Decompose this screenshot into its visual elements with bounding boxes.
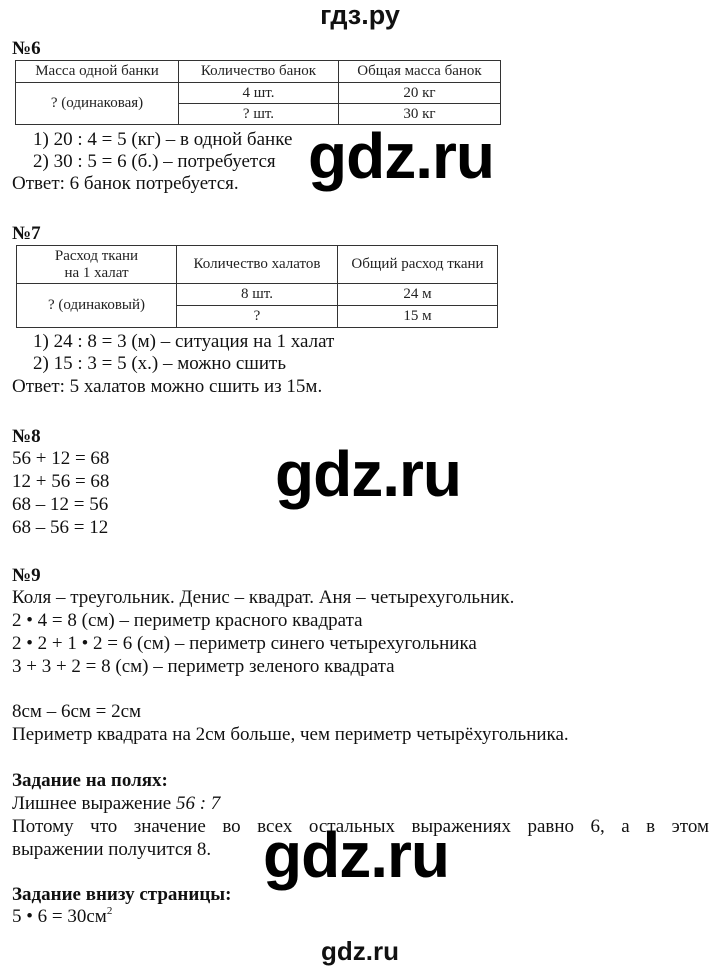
task-7-table: [16, 245, 498, 328]
table-cell: 15 м: [338, 306, 498, 328]
margin-task-prefix: Лишнее выражение: [12, 793, 176, 814]
table-cell: 4 шт.: [179, 83, 339, 104]
task-7-step-1: 1) 24 : 8 = 3 (м) – ситуация на 1 халат: [33, 331, 335, 352]
task-8-equation: 68 – 12 = 56: [12, 494, 109, 515]
header-line: на 1 халат: [64, 264, 129, 281]
task-7-number: №7: [12, 223, 41, 244]
table-header-cell: Общий расход ткани: [338, 246, 498, 284]
margin-task-expression: 56 : 7: [175, 793, 221, 814]
watermark: gdz.ru: [308, 120, 494, 192]
margin-task-answer: [12, 793, 220, 815]
table-cell: ? шт.: [179, 104, 339, 125]
task-9-line: 3 + 3 + 2 = 8 (см) – периметр зеленого квадрата: [12, 656, 395, 677]
footer-site-mark: gdz.ru: [321, 936, 399, 966]
table-header-cell: Общая масса банок: [339, 61, 501, 83]
task-9-line: Коля – треугольник. Денис – квадрат. Аня – четырехугольник.: [12, 587, 515, 608]
table-header-cell: [17, 246, 177, 284]
table-cell: 8 шт.: [177, 284, 338, 306]
margin-task-explanation-line-2: выражении получится 8.: [12, 839, 212, 860]
header-line: Расход ткани: [54, 247, 139, 264]
table-header-row: [17, 246, 498, 284]
task-9-line: 2 • 2 + 1 • 2 = 6 (см) – периметр синего четырехугольника: [12, 633, 477, 654]
table-header-cell: Масса одной банки: [16, 61, 179, 83]
task-6-number: №6: [12, 38, 41, 59]
watermark: gdz.ru: [275, 438, 461, 510]
bottom-task-equation: [12, 906, 112, 928]
task-8-equation: 68 – 56 = 12: [12, 517, 109, 538]
table-cell: 24 м: [338, 284, 498, 306]
task-8-number: №8: [12, 426, 41, 447]
watermark: gdz.ru: [263, 819, 449, 891]
table-cell: ?: [177, 306, 338, 328]
task-9-number: №9: [12, 565, 41, 586]
bottom-task-title: Задание внизу страницы:: [12, 884, 232, 905]
margin-task-title: Задание на полях:: [12, 770, 168, 791]
table-cell: 20 кг: [339, 83, 501, 104]
task-7-step-2: 2) 15 : 3 = 5 (х.) – можно сшить: [33, 353, 287, 374]
table-cell-merged: ? (одинаковая): [16, 83, 179, 125]
table-cell-merged: ? (одинаковый): [17, 284, 177, 328]
bottom-task-equation-text: 5 • 6 = 30см: [12, 906, 107, 927]
task-6-table: [15, 60, 501, 125]
task-9-line: 2 • 4 = 8 (см) – периметр красного квадрата: [12, 610, 363, 631]
table-row: [17, 284, 498, 306]
table-header-cell: Количество халатов: [177, 246, 338, 284]
site-title: гдз.ру: [320, 0, 400, 30]
task-8-equation: 56 + 12 = 68: [12, 448, 110, 469]
table-header-cell: Количество банок: [179, 61, 339, 83]
superscript: 2: [106, 905, 113, 917]
task-9-difference: 8см – 6см = 2см: [12, 701, 142, 722]
task-9-conclusion: Периметр квадрата на 2см больше, чем периметр четырёхугольника.: [12, 724, 569, 745]
margin-task-explanation-line-1: Потому что значение во всех остальных выражениях равно 6, а в этом: [12, 816, 709, 837]
task-6-step-1: 1) 20 : 4 = 5 (кг) – в одной банке: [33, 129, 293, 150]
task-6-step-2: 2) 30 : 5 = 6 (б.) – потребуется: [33, 151, 276, 172]
task-7-answer: Ответ: 5 халатов можно сшить из 15м.: [12, 376, 323, 397]
table-header-row: [16, 61, 501, 83]
task-6-answer: Ответ: 6 банок потребуется.: [12, 173, 239, 194]
table-row: [16, 83, 501, 104]
table-cell: 30 кг: [339, 104, 501, 125]
task-8-equation: 12 + 56 = 68: [12, 471, 110, 492]
